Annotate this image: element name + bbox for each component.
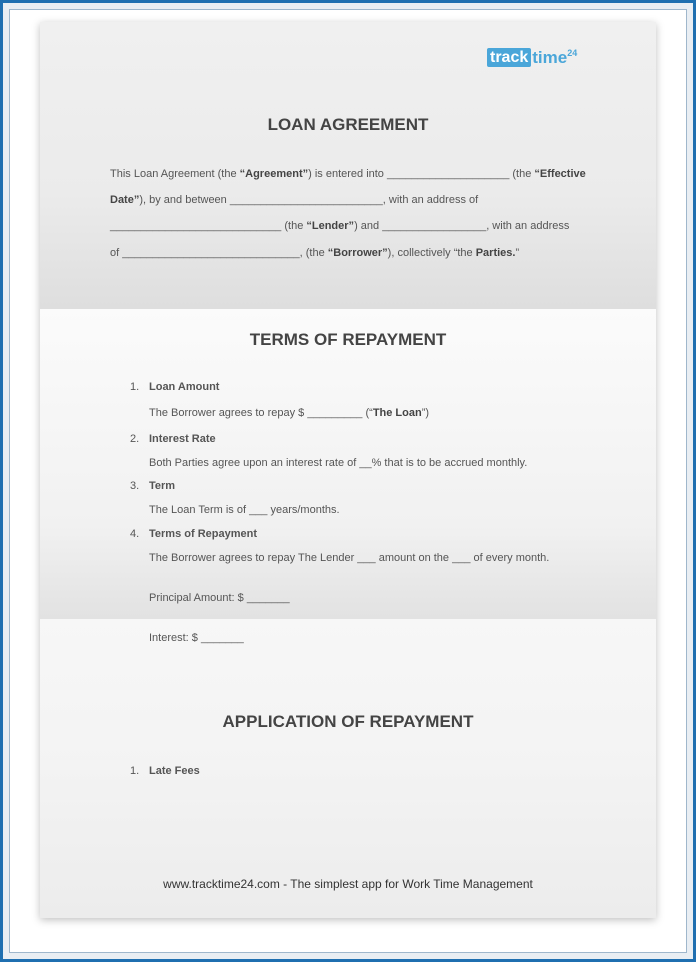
terms-item-title: Loan Amount [149, 381, 220, 393]
footer-text: www.tracktime24.com - The simplest app for Work Time Management [163, 877, 533, 891]
logo-time: time [532, 48, 568, 67]
intro-line-3: ____________________________ (the “Lender”) and _________________, with an address [110, 220, 570, 232]
logo-number: 24 [567, 48, 578, 58]
terms-item-number: 3. [130, 480, 140, 492]
interest-line: Interest: $ _______ [149, 632, 244, 644]
terms-item-title: Term [149, 480, 176, 492]
terms-item-description: Both Parties agree upon an interest rate of __% that is to be accrued monthly. [149, 457, 528, 469]
tracktime24-logo [487, 48, 577, 68]
intro-line-1: This Loan Agreement (the “Agreement”) is entered into ____________________ (the “Effective [110, 168, 586, 180]
document-page [40, 22, 656, 918]
terms-item-description: The Loan Term is of ___ years/months. [149, 504, 340, 516]
principal-amount-line: Principal Amount: $ _______ [149, 592, 290, 604]
application-item-title: Late Fees [149, 765, 200, 777]
terms-item-number: 4. [130, 528, 140, 540]
terms-heading: TERMS OF REPAYMENT [249, 330, 447, 349]
terms-item-title: Terms of Repayment [149, 528, 257, 540]
document-title: LOAN AGREEMENT [267, 115, 429, 134]
terms-item-description: The Borrower agrees to repay $ _________ (“The Loan”) [149, 407, 430, 419]
terms-item-number: 2. [130, 433, 140, 445]
intro-line-2: Date”), by and between _________________________, with an address of [110, 194, 479, 206]
terms-item-title: Interest Rate [149, 433, 216, 445]
terms-item-description: The Borrower agrees to repay The Lender ___ amount on the ___ of every month. [149, 552, 550, 564]
application-heading: APPLICATION OF REPAYMENT [222, 712, 474, 731]
application-item-number: 1. [130, 765, 140, 777]
intro-line-4: of _____________________________, (the “Borrower”), collectively “the Parties.” [110, 247, 520, 259]
terms-item-number: 1. [130, 381, 140, 393]
logo-track: track [487, 48, 531, 67]
